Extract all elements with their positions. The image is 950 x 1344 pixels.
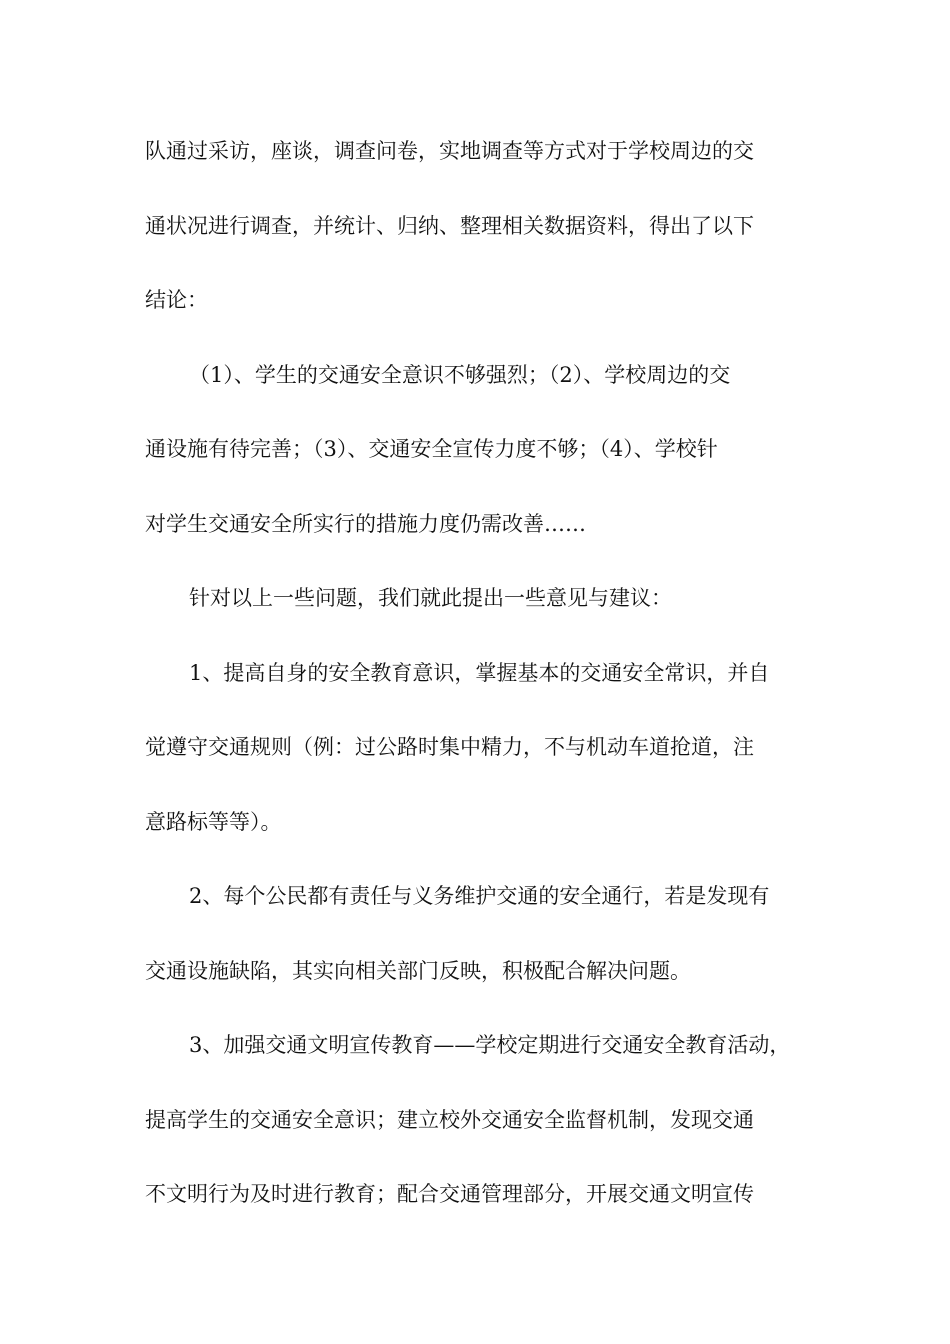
text-line: 队通过采访，座谈，调查问卷，实地调查等方式对于学校周边的交 [145, 139, 754, 163]
text-line: 通设施有待完善；（3）、交通安全宣传力度不够；（4）、学校针 [145, 437, 718, 461]
body-text [145, 129, 810, 1247]
text-line: 3、加强交通文明宣传教育——学校定期进行交通安全教育活动， [189, 1033, 791, 1057]
text-line: 针对以上一些问题，我们就此提出一些意见与建议： [189, 586, 672, 610]
text-line: 觉遵守交通规则（例：过公路时集中精力，不与机动车道抢道，注 [145, 735, 754, 759]
text-line: 对学生交通安全所实行的措施力度仍需改善…… [145, 511, 586, 536]
text-line: 意路标等等）。 [145, 809, 282, 834]
text-line: 不文明行为及时进行教育；配合交通管理部分，开展交通文明宣传 [145, 1182, 754, 1206]
text-line: 通状况进行调查，并统计、归纳、整理相关数据资料，得出了以下 [145, 213, 754, 238]
text-line: 提高学生的交通安全意识；建立校外交通安全监督机制，发现交通 [145, 1107, 754, 1132]
text-line: （1）、学生的交通安全意识不够强烈；（2）、学校周边的交 [189, 362, 731, 387]
text-line: 交通设施缺陷，其实向相关部门反映，积极配合解决问题。 [145, 958, 691, 983]
text-line: 结论： [145, 288, 208, 312]
text-line: 2、每个公民都有责任与义务维护交通的安全通行，若是发现有 [189, 884, 770, 908]
text-line: 1、提高自身的安全教育意识，掌握基本的交通安全常识，并自 [189, 660, 770, 685]
